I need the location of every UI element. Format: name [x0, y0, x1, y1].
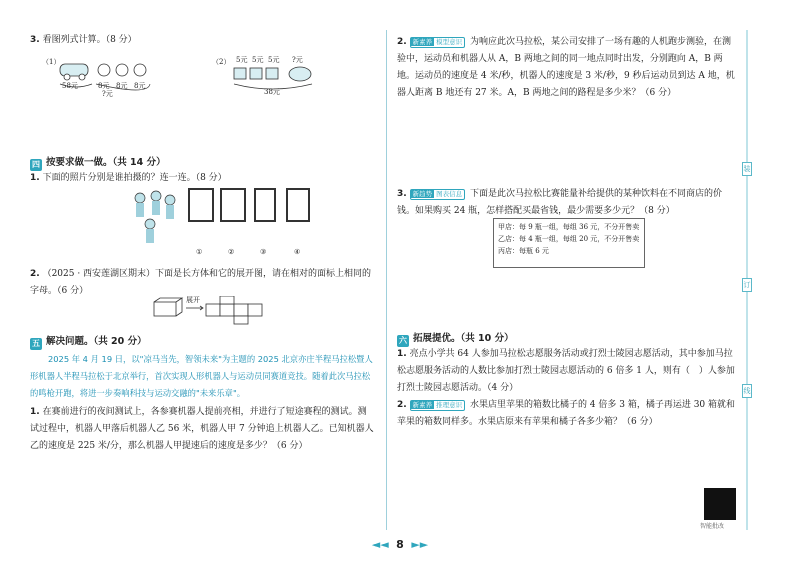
- section-6-q1: 1. 亮点小学共 64 人参加马拉松志愿服务活动或打烈士陵园志愿活动，其中参加马拉松志愿服务活动的人数比参加打烈士陵园志愿活动的 6 倍多 1 人，则有（ ）人参加打烈士陵园志愿活动。（4 分）: [397, 349, 735, 393]
- section-6-title: 六 拓展提优。（共 10 分）: [399, 333, 514, 345]
- photo-number-1: ①: [196, 248, 203, 256]
- price-table: [493, 218, 645, 268]
- part1-price-bear: 8元: [116, 82, 128, 90]
- page-navigator: [360, 538, 440, 551]
- qr-code-icon[interactable]: [704, 488, 736, 520]
- photo-frame-4: [286, 188, 310, 222]
- part1-price-bear: 8元: [98, 82, 110, 90]
- right-question-3: 3. 新趋势 图表信息 下面是此次马拉松比赛能量补给提供的某种饮料在不同商店的价钱。如果购买 24 瓶，怎样搭配买最省钱，最少需要多少元？（8 分）: [397, 189, 722, 216]
- photo-frame-2: [220, 188, 246, 222]
- column-divider: [386, 30, 387, 530]
- section-5-q1: 1. 在赛前进行的夜间测试上，各参赛机器人提前亮相，并进行了短途赛程的测试。测试过程中，机器人甲落后机器人乙 56 米，机器人甲 7 分钟追上机器人乙。已知机器人乙的速度是 225 米/分，那么机器人甲提速后的速度是多少？（6 分）: [30, 407, 374, 451]
- tag-new-literacy: 新素养 模型意识: [410, 37, 466, 48]
- section-4-icon: 四: [32, 160, 40, 169]
- part1-price-bear: 8元: [134, 82, 146, 90]
- question-text: 看图列式计算。（8 分）: [42, 35, 137, 45]
- page-number: 8: [396, 538, 404, 551]
- part2-price-teapot: ?元: [292, 56, 303, 64]
- marathon-story: 2025 年 4 月 19 日，以"凉马当先，智领未来"为主题的 2025 北京亦庄半程马拉松暨人形机器人半程马拉松于北京举行，首次实现人形机器人与运动员同赛道竞技。随着此次马拉松的鸣枪开跑，将进一步奏响科技与运动交融的"未来乐章"。: [30, 354, 373, 398]
- teddy-bear-icons: [98, 64, 146, 76]
- price-row-yi: 乙店：每 4 瓶一组，每组 20 元，不分开售卖: [498, 235, 640, 243]
- photo-frame-1: [188, 188, 214, 222]
- part2-price-cup: 5元: [252, 56, 264, 64]
- section-6-icon: 六: [399, 336, 407, 345]
- rail-mark-2: 订: [742, 278, 752, 292]
- question-3: [30, 32, 137, 49]
- right-question-2: 2. 新素养 模型意识 为响应此次马拉松，某公司安排了一场有趣的人机跑步测验，在测验中，运动员和机器人从 A，B 两地之间的同一地点同时出发，分别跑向 A，B 两地。运动员的速度是 4 米/秒，机器人的速度是 3 米/秒，9 秒后运动员到达 A 地，机器人距离 B 地还有 27 米。A，B 两地之间的路程是多少米？（6 分）: [397, 37, 735, 98]
- rail-mark-3: 线: [742, 384, 752, 398]
- section-5-icon: 五: [32, 339, 40, 348]
- part2-price-cup: 5元: [236, 56, 248, 64]
- part1-unknown: ?元: [102, 90, 113, 98]
- tag-new-literacy: 新素养 推理意识: [410, 400, 466, 411]
- tag-new-trend: 新趋势 图表信息: [410, 189, 466, 200]
- section-4-q2: 2. （2025 · 西安莲湖区期末）下面是长方体和它的展开图，请在相对的面标上相同的字母。（6 分）: [30, 269, 372, 296]
- section-4-title: 四 按要求做一做。（共 14 分）: [32, 157, 166, 169]
- question-number: 3.: [30, 35, 40, 45]
- part2-price-cup: 5元: [268, 56, 280, 64]
- photo-number-3: ③: [260, 248, 267, 256]
- price-row-bing: 丙店：每瓶 6 元: [498, 247, 549, 255]
- unfold-label: 展开: [186, 296, 200, 304]
- section-6-q2: 2. 新素养 推理意识 水果店里苹果的箱数比橘子的 4 倍多 3 箱，橘子再运进 30 箱就和苹果的箱数同样多。水果店原来有苹果和橘子各多少箱？（6 分）: [397, 400, 736, 427]
- photo-number-2: ②: [228, 248, 235, 256]
- part2-total: 38元: [264, 88, 280, 96]
- rail-mark-1: 装: [742, 162, 752, 176]
- part1-price-car: 58元: [62, 82, 78, 90]
- section-5-title: 五 解决问题。（共 20 分）: [32, 336, 147, 348]
- photo-frame-3: [254, 188, 276, 222]
- prev-page-icon[interactable]: ◄◄: [371, 538, 389, 551]
- photo-number-4: ④: [294, 248, 301, 256]
- part1-label: （1）: [42, 58, 61, 66]
- teapot-icon: [289, 67, 311, 81]
- section-4-q1: 1. 下面的照片分别是谁拍摄的？连一连。（8 分）: [30, 173, 227, 183]
- part2-label: （2）: [212, 58, 231, 66]
- cup-icons: [234, 68, 278, 79]
- next-page-icon[interactable]: ►►: [411, 538, 429, 551]
- children-group-figure: [130, 188, 182, 246]
- price-row-jia: 甲店：每 9 瓶一组，每组 36 元，不分开售卖: [498, 223, 640, 231]
- cuboid-net-figure: [150, 296, 270, 326]
- qr-label: 智能批改: [700, 523, 725, 530]
